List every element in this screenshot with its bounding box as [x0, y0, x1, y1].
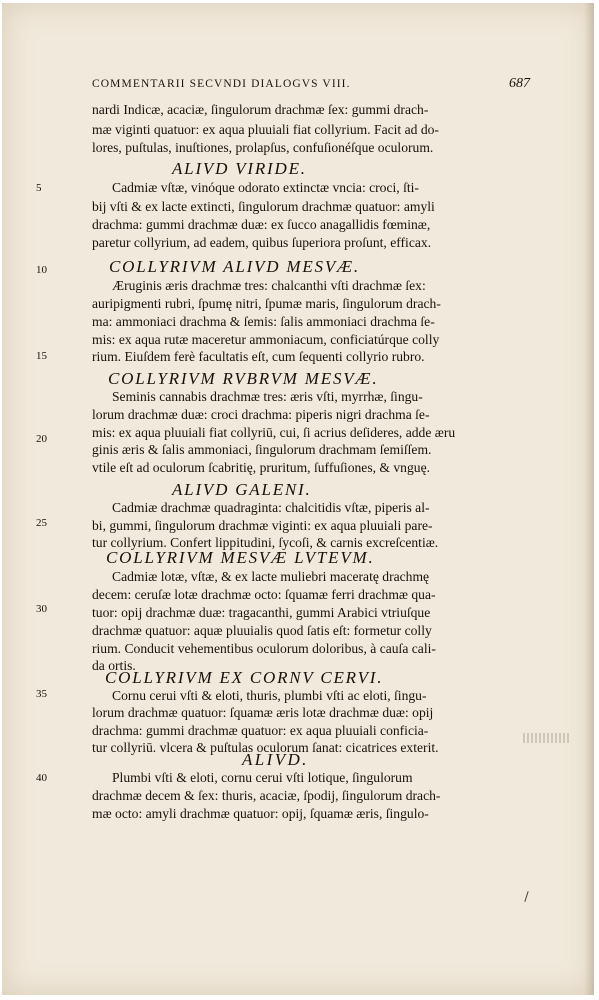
- margin-line-number: 30: [36, 603, 47, 615]
- margin-line-number: 20: [36, 433, 47, 445]
- text-line: paretur collyrium, ad eadem, quibus ſuperiora proſunt, efficax.: [92, 235, 432, 250]
- section-heading: COLLYRIVM MESVÆ LVTEVM.: [106, 548, 375, 567]
- text-line: decem: ceruſæ lotæ drachmæ octo: ſquamæ ferri drachmæ qua-: [92, 587, 436, 602]
- text-line: lores, puſtulas, inuſtiones, prolapſus, confuſionéſque oculorum.: [92, 140, 434, 155]
- section-heading: COLLYRIVM ALIVD MESVÆ.: [109, 257, 360, 276]
- paper-smudge: [523, 733, 571, 743]
- text-line: Æruginis æris drachmæ tres: chalcanthi vſti drachmæ ſex:: [112, 278, 426, 293]
- text-line: lorum drachmæ quatuor: ſquamæ æris lotæ drachmæ duæ: opij: [92, 705, 434, 720]
- running-head: [92, 76, 530, 96]
- text-line: tur collyrium. Confert lippitudini, ſycoſi, & carnis excreſcentiæ.: [92, 535, 439, 550]
- text-line: vtile eſt ad oculorum ſcabritię, pruritum, ſuffuſiones, & vnguę.: [92, 460, 431, 475]
- book-page: [2, 3, 594, 995]
- margin-line-number: 35: [36, 688, 47, 700]
- margin-line-number: 15: [36, 350, 47, 362]
- text-line: da ortis.: [92, 658, 136, 673]
- text-line: mis: ex aqua rutæ maceretur ammoniacum, conficiatúrque colly: [92, 332, 440, 347]
- paper-mark: [524, 891, 528, 902]
- margin-line-number: 25: [36, 517, 47, 529]
- text-line: drachma: gummi drachmæ duæ: ex ſucco anagallidis fœminæ,: [92, 217, 431, 232]
- text-line: bi, gummi, ſingulorum drachmæ viginti: ex aqua pluuiali pare-: [92, 518, 433, 533]
- text-line: mæ viginti quatuor: ex aqua pluuiali fiat collyrium. Facit ad do-: [92, 122, 439, 137]
- text-line: nardi Indicæ, acaciæ, ſingulorum drachmæ ſex: gummi drach-: [92, 102, 429, 117]
- running-title: COMMENTARII SECVNDI DIALOGVS VIII.: [92, 78, 351, 90]
- text-line: Seminis cannabis drachmæ tres: æris vſti, myrrhæ, ſingu-: [112, 389, 423, 404]
- text-line: drachma: gummi drachmæ quatuor: ex aqua pluuiali conficia-: [92, 723, 429, 738]
- margin-line-number: 5: [36, 182, 42, 194]
- text-line: mæ octo: amyli drachmæ quatuor: opij, ſquamæ æris, ſingulo-: [92, 806, 429, 821]
- text-line: Cadmiæ vſtæ, vinóque odorato extinctæ vncia: croci, ſti-: [112, 180, 419, 195]
- text-line: rium. Conducit vehementibus oculorum doloribus, à cauſa cali-: [92, 641, 436, 656]
- margin-line-number: 10: [36, 264, 47, 276]
- section-heading: ALIVD VIRIDE.: [172, 159, 307, 178]
- section-heading: COLLYRIVM EX CORNV CERVI.: [105, 668, 384, 687]
- text-line: ma: ammoniaci drachma & ſemis: ſalis ammoniaci drachma ſe-: [92, 314, 435, 329]
- text-line: ginis æris & ſalis ammoniaci, ſingulorum drachmam ſemiſſem.: [92, 442, 432, 457]
- page-edge-shadow: [584, 3, 594, 995]
- margin-line-number: 40: [36, 772, 47, 784]
- text-line: drachmæ decem & ſex: thuris, acaciæ, ſpodij, ſingulorum drach-: [92, 788, 441, 803]
- section-heading: COLLYRIVM RVBRVM MESVÆ.: [108, 369, 379, 388]
- text-line: mis: ex aqua pluuiali fiat collyriū, cui, ſi acrius deſideres, adde æru: [92, 425, 456, 440]
- section-heading: ALIVD.: [242, 750, 309, 769]
- text-line: Cornu cerui vſti & eloti, thuris, plumbi vſti ac eloti, ſingu-: [112, 688, 427, 703]
- section-heading: ALIVD GALENI.: [172, 480, 312, 499]
- text-line: auripigmenti rubri, ſpumę nitri, ſpumæ maris, ſingulorum drach-: [92, 296, 441, 311]
- text-line: drachmæ quatuor: aquæ pluuialis quod ſatis eſt: formetur colly: [92, 623, 432, 638]
- text-line: tuor: opij drachmæ duæ: tragacanthi, gummi Arabici vtriuſque: [92, 605, 431, 620]
- text-line: bij vſti & ex lacte extincti, ſingulorum drachmæ quatuor: amyli: [92, 199, 435, 214]
- text-line: Cadmiæ lotæ, vſtæ, & ex lacte muliebri maceratę drachmę: [112, 569, 430, 584]
- text-line: Plumbi vſti & eloti, cornu cerui vſti lotique, ſingulorum: [112, 770, 413, 785]
- text-line: lorum drachmæ duæ: croci drachma: piperis nigri drachma ſe-: [92, 407, 430, 422]
- page-number: 687: [509, 76, 530, 91]
- text-line: tur collyriū. vlcera & puſtulas oculorum ſanat: cicatrices exterit.: [92, 740, 439, 755]
- text-line: rium. Eiuſdem ferè facultatis eſt, cum ſequenti collyrio rubro.: [92, 349, 425, 364]
- text-line: Cadmiæ drachmæ quadraginta: chalcitidis vſtæ, piperis al-: [112, 500, 430, 515]
